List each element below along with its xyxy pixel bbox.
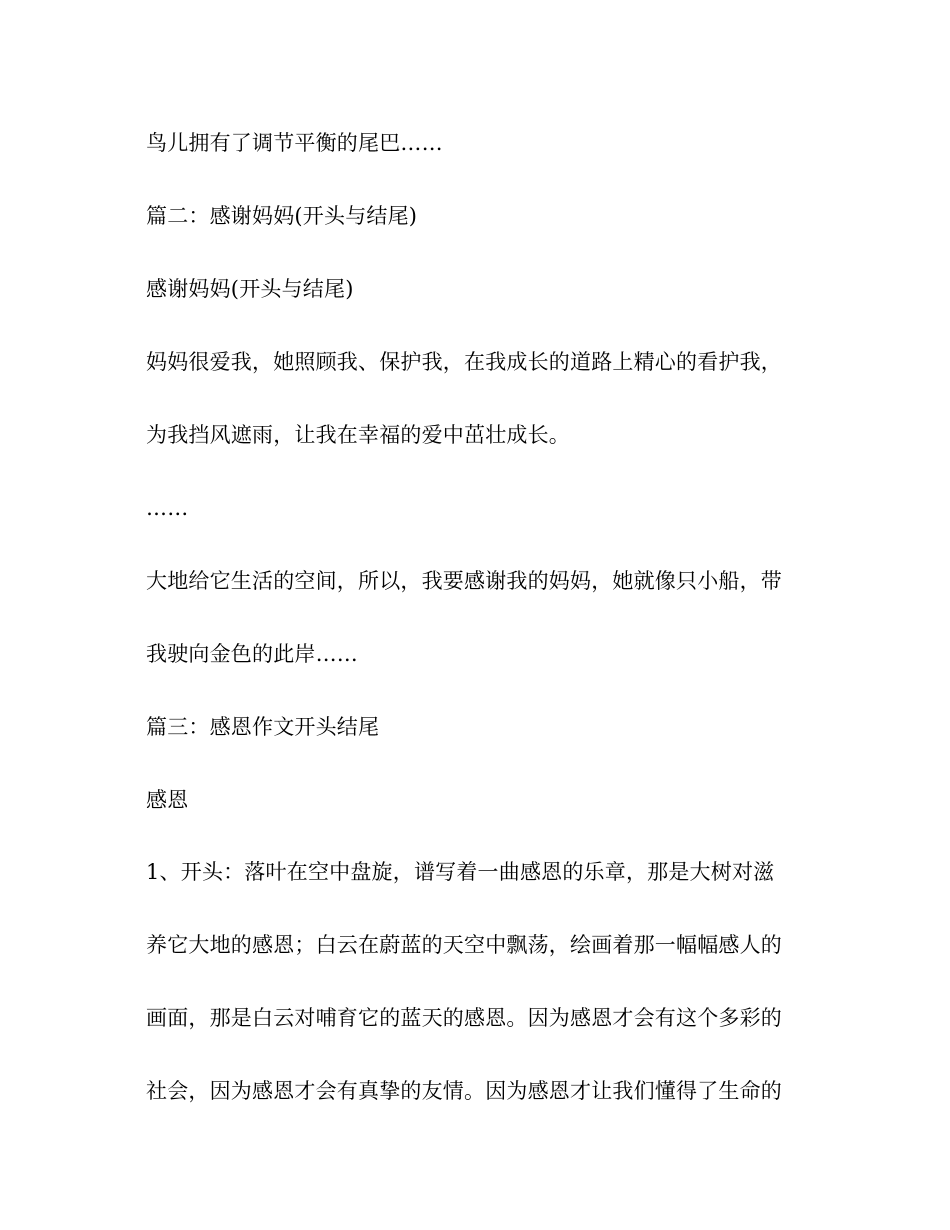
ellipsis-line: …… — [146, 496, 189, 520]
text-line: 画面，那是白云对哺育它的蓝天的感恩。因为感恩才会有这个多彩的 — [146, 1006, 782, 1030]
text-line: 鸟儿拥有了调节平衡的尾巴…… — [146, 131, 443, 155]
text-line: 养它大地的感恩；白云在蔚蓝的天空中飘荡，绘画着那一幅幅感人的 — [146, 933, 782, 957]
text-line: 1、开头：落叶在空中盘旋，谱写着一曲感恩的乐章，那是大树对滋 — [146, 860, 775, 884]
text-line: 妈妈很爱我，她照顾我、保护我，在我成长的道路上精心的看护我， — [146, 350, 782, 374]
section-heading: 篇二：感谢妈妈(开头与结尾) — [146, 204, 418, 228]
text-line: 为我挡风遮雨，让我在幸福的爱中茁壮成长。 — [146, 423, 570, 447]
article-title: 感恩 — [146, 788, 189, 812]
section-heading: 篇三：感恩作文开头结尾 — [146, 715, 380, 739]
text-line: 社会，因为感恩才会有真挚的友情。因为感恩才让我们懂得了生命的 — [146, 1079, 782, 1103]
text-line: 大地给它生活的空间，所以，我要感谢我的妈妈，她就像只小船，带 — [146, 569, 782, 593]
text-line: 我驶向金色的此岸…… — [146, 642, 358, 666]
article-title: 感谢妈妈(开头与结尾) — [146, 277, 354, 301]
